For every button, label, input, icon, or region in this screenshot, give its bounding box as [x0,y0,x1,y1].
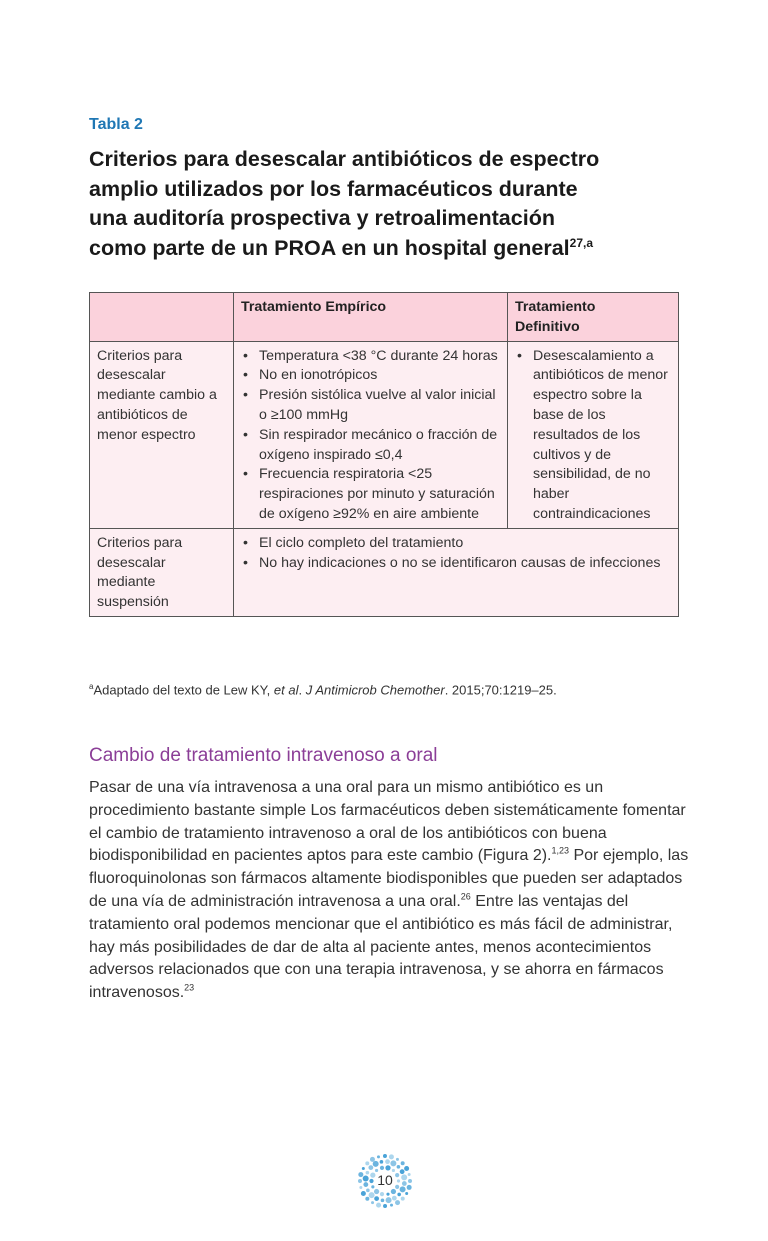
page-number-badge [356,1152,414,1210]
ring-dot [362,1167,365,1170]
header-cell-empty [90,293,234,342]
footnote-etal: et al [273,682,299,698]
header-cell-empirico: Tratamiento Empírico [234,293,508,342]
ring-dot [404,1166,409,1171]
ring-dot [361,1191,366,1196]
page-number: 10 [377,1172,393,1188]
reference-mark: 1,23 [551,846,570,857]
ring-dot [381,1199,385,1203]
ring-dot [368,1165,373,1170]
ring-dot [391,1189,396,1194]
row-label: Criterios para desescalar mediante cambio a antibióticos de menor espectro [97,347,217,443]
ring-dot [386,1193,389,1196]
ring-dot [390,1160,396,1166]
table-header-row [90,293,679,342]
suspension-list [241,534,671,574]
paragraph-text: Por ejemplo, las fluoroquinolonas son fármacos altamente biodisponibles que pueden ser adaptados de una vía de administración intravenosa a una oral. [89,847,689,910]
definitivo-cell [508,341,679,528]
table-row [90,528,679,616]
paragraph-text: Pasar de una vía intravenosa a una oral para un mismo antibiótico es un procedimiento bastante simple Los farmacéuticos deben sistemáticamente fomentar el cambio de tratamiento intravenoso a oral de los antibióticos con buena biodisponibilidad en pacientes aptos para este cambio (Figura 2). [89,779,686,865]
list-item: • No en ionotrópicos [241,366,500,386]
footnote-sep: . [298,682,306,698]
list-item: • No hay indicaciones o no se identificaron causas de infecciones [241,554,671,574]
ring-dot [385,1165,390,1170]
table-title [89,145,689,263]
ring-dot [390,1204,393,1207]
header-cell-definitivo: Tratamiento Definitivo [508,293,679,342]
criteria-table [89,292,679,617]
footnote-marker: a [89,682,94,691]
list-item: • Desescalamiento a antibióticos de menor espectro sobre la base de los resultados de los cultivos y de sensibilidad, de no haber contraindicaciones [515,347,671,525]
ring-dot [405,1192,408,1195]
title-line: una auditoría prospectiva y retroalimentación [89,206,555,230]
empirico-list [241,347,500,525]
footnote-citation: . 2015;70:1219–25. [444,682,557,698]
footnote-text: Adaptado del texto de Lew KY, [93,682,274,698]
table-label: Tabla 2 [89,116,143,133]
paragraph-text: Entre las ventajas del tratamiento oral podemos mencionar que el antibiótico es más fácil de administrar, hay más posibilidades de dar de alta al paciente antes, menos acontecimientos adversos relacionados que con una terapia intravenosa, y se ahorra en fármacos intravenosos. [89,892,673,1002]
list-item: • Sin respirador mecánico o fracción de oxígeno inspirado ≤0,4 [241,426,500,466]
list-item: • Temperatura <38 °C durante 24 horas [241,347,500,367]
ring-dot [374,1189,379,1194]
list-item: • El ciclo completo del tratamiento [241,534,671,554]
combined-cell [234,528,679,616]
ring-dot [397,1165,401,1169]
title-line: Criterios para desescalar antibióticos de espectro [89,147,600,171]
ring-dot [401,1161,405,1165]
row-label-cell [90,528,234,616]
ring-dot [366,1189,370,1193]
table-row [90,341,679,528]
ring-dot [365,1161,369,1165]
list-item: • Presión sistólica vuelve al valor inicial o ≥100 mmHg [241,386,500,426]
ring-dot [380,1166,384,1170]
ring-dot [374,1196,379,1201]
row-label: Criterios para desescalar mediante suspensión [97,534,183,611]
ring-dot [380,1192,384,1196]
row-label-cell [90,341,234,528]
reference-mark: 23 [184,982,195,993]
ring-dot [373,1161,379,1167]
ring-dot [396,1158,399,1161]
ring-dot [369,1192,375,1198]
ring-dot [397,1193,401,1197]
ring-dot [386,1197,392,1203]
title-superscript: 27,a [569,235,593,250]
list-item: • Frecuencia respiratoria <25 respiraciones por minuto y saturación de oxígeno ≥92% en aire ambiente [241,465,500,524]
ring-dot [395,1200,400,1205]
empirico-cell [234,341,508,528]
title-line [89,234,689,264]
ring-dot [383,1204,387,1208]
ring-dot [365,1197,369,1201]
definitivo-list [515,347,671,525]
ring-dot [401,1197,405,1201]
section-title: Cambio de tratamiento intravenoso a oral [89,745,438,766]
ring-dot [392,1196,397,1201]
ring-dot [385,1159,390,1164]
table-footnote [89,682,557,697]
footnote-journal: J Antimicrob Chemother [305,682,445,698]
title-line: amplio utilizados por los farmacéuticos durante [89,176,578,201]
title-line-text: como parte de un PROA en un hospital general [89,235,570,260]
ring-dot [389,1154,394,1159]
ring-dot [376,1203,381,1208]
ring-dot [370,1157,375,1162]
ring-dot [371,1201,374,1204]
ring-dot [383,1154,387,1158]
ring-dot [377,1155,380,1158]
ring-dot [380,1160,384,1164]
reference-mark: 26 [460,891,471,902]
section-paragraph [89,777,689,1005]
